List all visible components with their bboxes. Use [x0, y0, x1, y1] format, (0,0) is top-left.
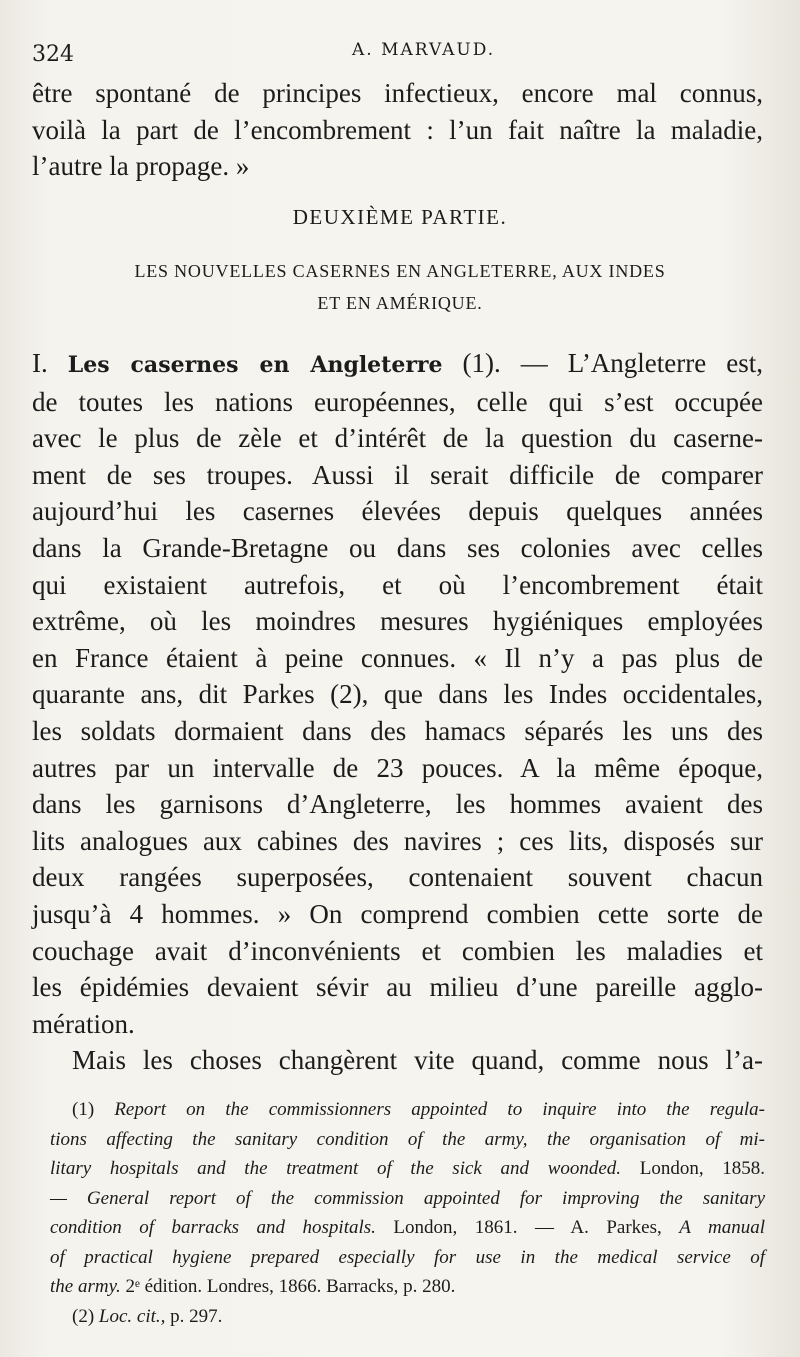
running-head: A. MARVAUD. — [352, 40, 496, 60]
text-line: autres par un intervalle de 23 pouces. A la même époque, — [32, 752, 763, 783]
footnote-text: Report on the commissionners appointed to inquire into the regula- — [114, 1099, 765, 1120]
footnote-text: — General report of the commission appointed for improving the sanitary — [50, 1187, 765, 1209]
section-title: DEUXIÈME PARTIE. — [292, 205, 508, 229]
text-line: dans les garnisons d’Angleterre, les hommes avaient des — [32, 789, 763, 820]
subtitle-line: ET EN AMÉRIQUE. — [317, 293, 483, 313]
continued-paragraph — [32, 75, 763, 185]
text-line: les soldats dormaient dans des hamacs séparés les uns des — [32, 715, 763, 746]
footnote-line — [50, 1243, 765, 1273]
chapter-paragraph — [32, 345, 763, 1079]
footnote-line — [50, 1272, 765, 1302]
chapter-heading: Les casernes en Angleterre — [67, 352, 443, 378]
page-number: 324 — [32, 42, 74, 67]
page-header — [32, 38, 772, 67]
footnote-text: London, 1858. — [639, 1158, 765, 1179]
text-line: dans la Grande-Bretagne ou dans ses colonies avec celles — [32, 532, 763, 563]
text-line: être spontané de principes infectieux, encore mal connus, — [32, 78, 763, 108]
footnote-text: 2ᵉ édition. Londres, 1866. Barracks, p. 280. — [125, 1276, 456, 1297]
text-line: deux rangées superposées, contenaient souvent chacun — [32, 862, 763, 893]
text-line: qui existaient autrefois, et où l’encombrement était — [32, 569, 763, 600]
footnote-line — [50, 1125, 765, 1155]
text-line: aujourd’hui les casernes élevées depuis quelques années — [32, 496, 763, 527]
text-line: l’autre la propage. » — [32, 151, 250, 182]
text-line: ment de ses troupes. Aussi il serait difficile de comparer — [32, 459, 763, 490]
footnote-line — [50, 1154, 765, 1184]
footnote-text: of practical hygiene prepared especially for use in the medical service of — [50, 1246, 765, 1268]
footnote-text: condition of barracks and hospitals. — [50, 1217, 376, 1238]
footnotes — [50, 1095, 765, 1331]
footnote-text: A manual — [679, 1217, 765, 1238]
footnote-text: litary hospitals and the treatment of the sick and woonded. — [50, 1158, 622, 1179]
chapter-number: I. — [32, 348, 48, 378]
text-line: avec le plus de zèle et d’intérêt de la question du caserne- — [32, 423, 763, 454]
text-line: extrême, où les moindres mesures hygiéniques employées — [32, 606, 763, 637]
footnote-text: London, 1861. — A. Parkes, — [393, 1217, 662, 1238]
text-line: jusqu’à 4 hommes. » On comprend combien cette sorte de — [32, 898, 763, 929]
subtitle-line: LES NOUVELLES CASERNES EN ANGLETERRE, AUX INDES — [134, 261, 666, 281]
footnote-text: Loc. cit., — [98, 1305, 166, 1327]
text-line: quarante ans, dit Parkes (2), que dans les Indes occidentales, — [32, 679, 763, 710]
chapter-first-line-rest: (1). — L’Angleterre est, — [462, 348, 764, 378]
footnote-line — [50, 1095, 765, 1125]
text-line: mération. — [32, 1008, 135, 1039]
text-line: Mais les choses changèrent vite quand, comme nous l’a- — [72, 1045, 763, 1076]
footnote-text: p. 297. — [170, 1305, 223, 1327]
text-line: voilà la part de l’encombrement : l’un fait naître la maladie, — [32, 114, 763, 145]
text-line: couchage avait d’inconvénients et combien les maladies et — [32, 935, 763, 966]
text-line: les épidémies devaient sévir au milieu d’une pareille agglo- — [32, 972, 763, 1003]
footnote-marker: (1) — [72, 1099, 95, 1120]
text-line: en France étaient à peine connues. « Il n’y a pas plus de — [32, 642, 763, 673]
footnote-line — [50, 1302, 765, 1332]
chapter-first-line — [32, 345, 763, 384]
text-line: de toutes les nations européennes, celle qui s’est occupée — [32, 386, 763, 417]
section-subtitle — [50, 255, 750, 319]
footnote-line — [50, 1213, 765, 1243]
text-line: lits analogues aux cabines des navires ; ces lits, disposés sur — [32, 825, 763, 856]
footnote-text: tions affecting the sanitary condition of the army, the organisation of mi- — [50, 1128, 765, 1150]
footnote-text: the army. — [50, 1276, 121, 1297]
footnote-marker: (2) — [72, 1305, 95, 1327]
footnote-line — [50, 1184, 765, 1214]
